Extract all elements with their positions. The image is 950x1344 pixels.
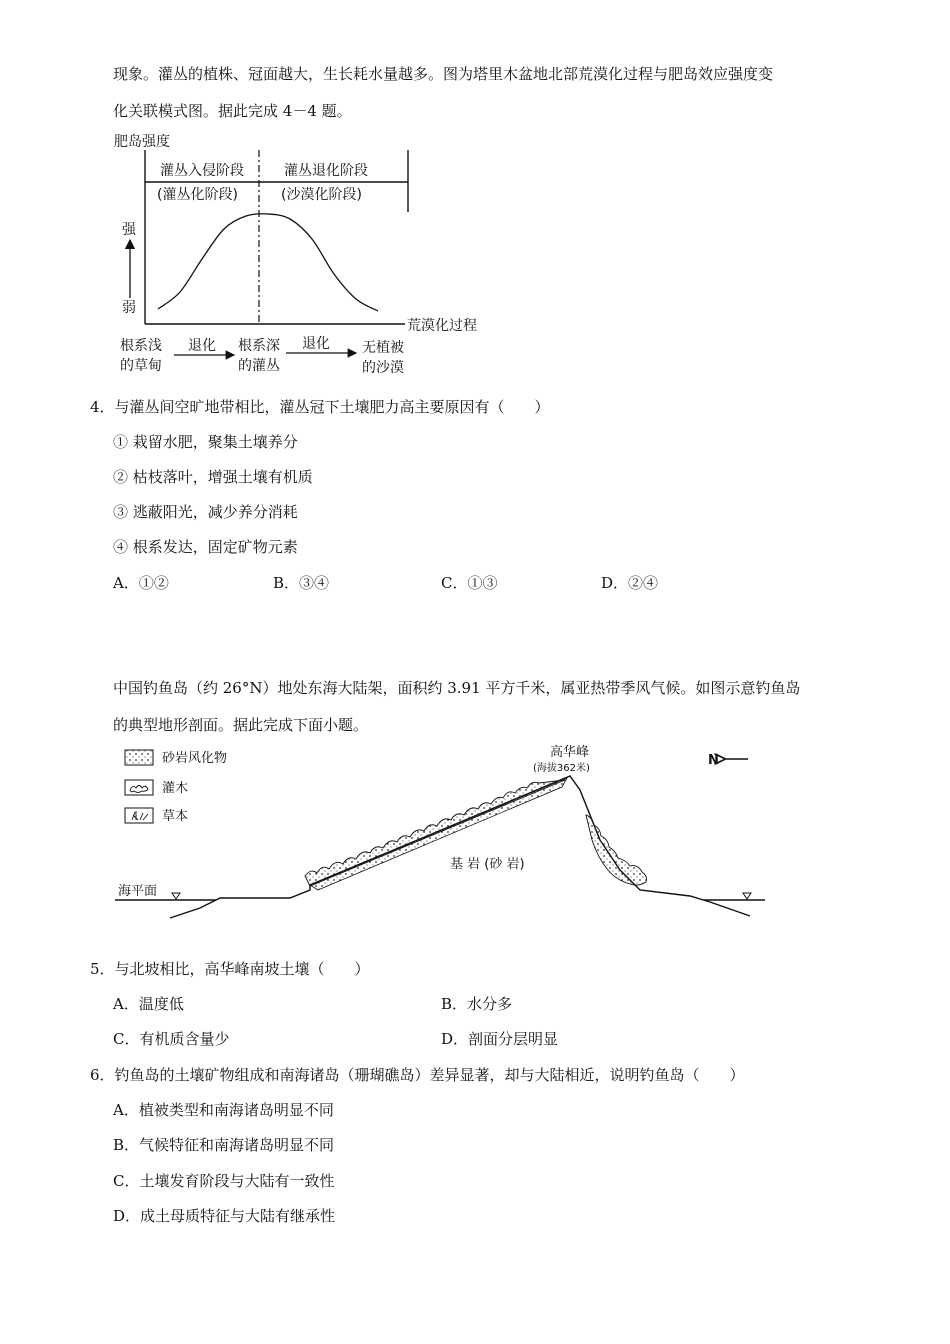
- stage2-line2: 的灌丛: [238, 358, 280, 374]
- phase2-label-line2: (沙漠化阶段): [281, 187, 362, 203]
- stage3-line2: 的沙漠: [362, 360, 404, 376]
- y-weak-label: 弱: [122, 300, 136, 316]
- y-strong-label: 强: [122, 222, 136, 238]
- intro2-line1: 中国钓鱼岛（约 26°N）地处东海大陆架，面积约 3.91 平方千米，属亚热带季风气候。如图示意钓鱼岛: [113, 679, 801, 697]
- q5-option-c[interactable]: C．有机质含量少: [113, 1030, 230, 1048]
- q6-option-d[interactable]: D．成土母质特征与大陆有继承性: [113, 1207, 336, 1225]
- legend-shrub-label: 灌木: [162, 781, 189, 796]
- q4-statement-2: ② 枯枝落叶，增强土壤有机质: [113, 468, 313, 486]
- q4-option-a[interactable]: A．①②: [113, 574, 169, 592]
- sea-level-marker-left: [172, 893, 180, 899]
- sea-level-label: 海平面: [118, 884, 158, 899]
- stage1-line2: 的草甸: [120, 358, 162, 374]
- legend-herb-label: 草本: [162, 809, 189, 824]
- q5-option-d[interactable]: D．剖面分层明显: [441, 1030, 559, 1048]
- sea-level-marker-right: [743, 893, 751, 899]
- north-label: N: [708, 753, 719, 768]
- legend-weathered-swatch: [125, 750, 153, 765]
- peak-elevation: (海拔362米): [533, 763, 590, 774]
- q6-option-b[interactable]: B．气候特征和南海诸岛明显不同: [113, 1136, 335, 1154]
- arrow2-label: 退化: [302, 336, 330, 352]
- legend-herb-swatch: [125, 808, 153, 823]
- fertile-island-chart: [100, 128, 490, 383]
- x-axis-label: 荒漠化过程: [407, 318, 477, 334]
- peak-name: 高华峰: [550, 745, 590, 760]
- stage2-line1: 根系深: [238, 338, 280, 354]
- q5-option-b[interactable]: B．水分多: [441, 995, 513, 1013]
- intro1-line1: 现象。灌丛的植株、冠面越大，生长耗水量越多。图为塔里木盆地北部荒漠化过程与肥岛效应强度变: [113, 65, 774, 83]
- phase1-label-line1: 灌丛入侵阶段: [160, 163, 244, 179]
- stage3-line1: 无植被: [362, 340, 404, 356]
- q4-statement-1: ① 栽留水肥，聚集土壤养分: [113, 433, 298, 451]
- intro2-line2: 的典型地形剖面。据此完成下面小题。: [113, 716, 369, 734]
- legend-weathered-label: 砂岩风化物: [162, 751, 228, 766]
- q4-statement-3: ③ 逃蔽阳光，减少养分消耗: [113, 503, 298, 521]
- phase1-label-line2: (灌丛化阶段): [157, 187, 238, 203]
- q4-statement-4: ④ 根系发达，固定矿物元素: [113, 538, 298, 556]
- q6-option-a[interactable]: A．植被类型和南海诸岛明显不同: [113, 1101, 334, 1119]
- fertile-island-curve: [158, 214, 378, 311]
- q6-stem: 6．钓鱼岛的土壤矿物组成和南海诸岛（珊瑚礁岛）差异显著，却与大陆相近，说明钓鱼岛（ ）: [90, 1066, 745, 1084]
- q4-stem: 4．与灌丛间空旷地带相比，灌丛冠下土壤肥力高主要原因有（ ）: [90, 398, 550, 416]
- y-axis-label: 肥岛强度: [114, 134, 170, 150]
- bedrock-label: 基 岩 (砂 岩): [450, 857, 525, 872]
- q4-option-d[interactable]: D．②④: [601, 574, 659, 592]
- q4-option-c[interactable]: C．①③: [441, 574, 498, 592]
- q6-option-c[interactable]: C．土壤发育阶段与大陆有一致性: [113, 1172, 335, 1190]
- q5-option-a[interactable]: A．温度低: [113, 995, 184, 1013]
- island-bedrock: [170, 776, 750, 918]
- arrow1-label: 退化: [188, 338, 216, 354]
- terrain-profile-figure: [110, 740, 770, 930]
- q5-stem: 5．与北坡相比，高华峰南坡土壤（ ）: [90, 960, 370, 978]
- intro1-line2: 化关联模式图。据此完成 4－4 题。: [113, 102, 352, 120]
- q4-option-b[interactable]: B．③④: [273, 574, 330, 592]
- stage1-line1: 根系浅: [120, 338, 162, 354]
- phase2-label-line1: 灌丛退化阶段: [284, 163, 368, 179]
